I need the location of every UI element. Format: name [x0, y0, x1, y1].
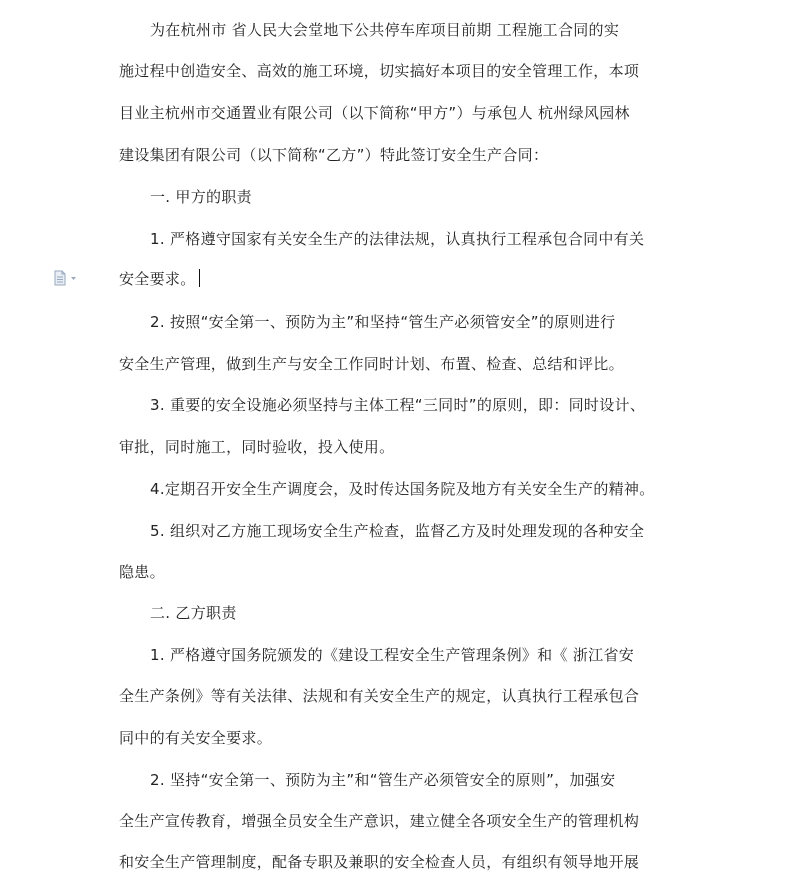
list-item-line: 同中的有关安全要求。 [119, 729, 273, 747]
list-item-line: 隐患。 [119, 563, 165, 581]
list-item-line: 和安全生产管理制度，配备专职及兼职的安全检查人员，有组织有领导地开展 [119, 853, 640, 871]
section-heading: 一. 甲方的职责 [150, 188, 252, 206]
paragraph-line: 建设集团有限公司（以下简称“乙方”）特此签订安全生产合同： [119, 146, 549, 164]
list-item-line: 4.定期召开安全生产调度会，及时传达国务院及地方有关安全生产的精神。 [150, 480, 655, 498]
text-cursor [199, 269, 200, 287]
list-item-line: 安全生产管理，做到生产与安全工作同时计划、布置、检查、总结和评比。 [119, 355, 624, 373]
paragraph-line: 为在杭州市 省人民大会堂地下公共停车库项目前期 工程施工合同的实 [150, 21, 620, 39]
list-item-line: 全生产宣传教育，增强全员安全生产意识，建立健全各项安全生产的管理机构 [119, 812, 640, 830]
list-item-line: 1. 严格遵守国务院颁发的《建设工程安全生产管理条例》和《 浙江省安 [150, 646, 635, 664]
section-heading: 二. 乙方职责 [150, 604, 237, 622]
list-item-line: 5. 组织对乙方施工现场安全生产检查，监督乙方及时处理发现的各种安全 [150, 522, 645, 540]
list-item-line: 全生产条例》等有关法律、法规和有关安全生产的规定，认真执行工程承包合 [119, 687, 640, 705]
paragraph-line: 目业主杭州市交通置业有限公司（以下简称“甲方”）与承包人 杭州绿风园林 [119, 104, 630, 122]
paragraph-line: 施过程中创造安全、高效的施工环境，切实搞好本项目的安全管理工作，本项 [119, 62, 640, 80]
list-item-line: 3. 重要的安全设施必须坚持与主体工程“三同时”的原则，即：同时设计、 [150, 396, 646, 414]
list-item-line [119, 269, 200, 289]
list-item-line: 2. 按照“安全第一、预防为主”和坚持“管生产必须管安全”的原则进行 [150, 313, 616, 331]
list-item-text: 安全要求。 [119, 270, 196, 288]
list-item-line: 审批，同时施工，同时验收，投入使用。 [119, 438, 395, 456]
list-item-line: 2. 坚持“安全第一、预防为主”和“管生产必须管安全的原则”，加强安 [150, 771, 616, 789]
list-item-line: 1. 严格遵守国家有关安全生产的法律法规，认真执行工程承包合同中有关 [150, 230, 645, 248]
document-dropdown-icon[interactable] [52, 269, 82, 287]
